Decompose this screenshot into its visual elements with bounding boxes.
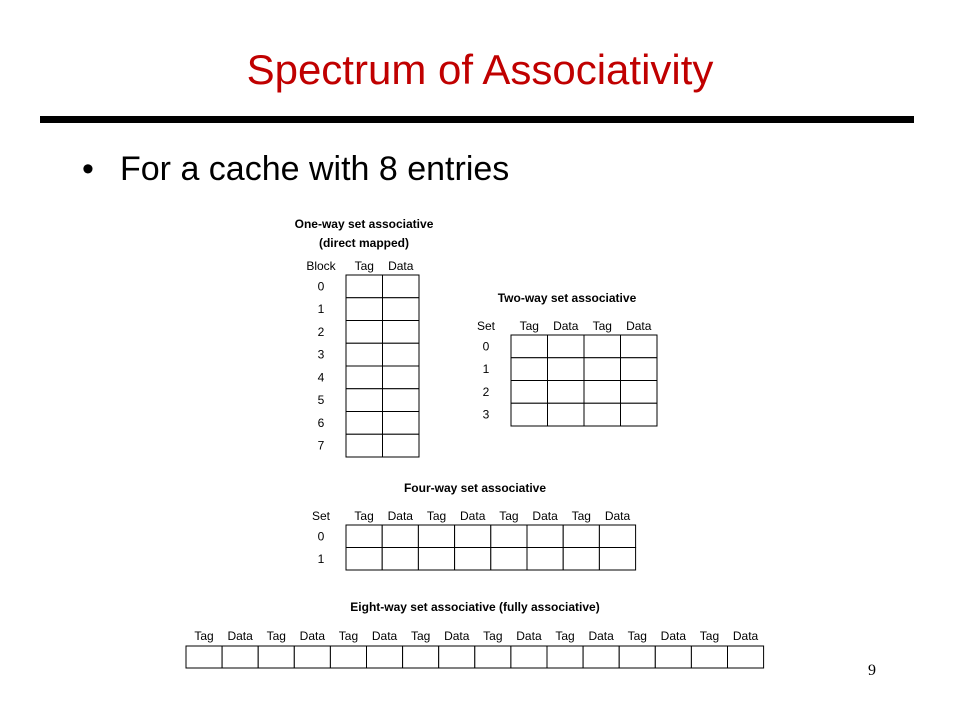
two-way-column-header: Tag <box>519 319 539 333</box>
eight-way-column-header: Tag <box>410 629 431 643</box>
two-way-column-header: Tag <box>592 319 612 333</box>
eight-way-column-header: Data <box>588 629 614 643</box>
two-way-cell <box>511 381 548 404</box>
eight-way-cell <box>511 646 547 668</box>
four-way-row-label: 0 <box>317 529 325 544</box>
two-way-cell <box>584 358 621 381</box>
one-way-row-label: 2 <box>317 324 325 339</box>
four-way-cell <box>455 548 491 571</box>
eight-way-cell <box>439 646 475 668</box>
eight-way-cell <box>403 646 439 668</box>
one-way-cell <box>346 366 383 389</box>
four-way-column-header: Tag <box>499 509 519 523</box>
eight-way-cell <box>475 646 511 668</box>
two-way-cell <box>584 335 621 358</box>
four-way-title: Four-way set associative <box>403 481 547 495</box>
one-way-cell <box>383 321 420 344</box>
four-way-column-header: Data <box>532 509 558 523</box>
four-way-cell <box>527 525 563 548</box>
eight-way-column-header: Data <box>227 629 253 643</box>
four-way-cell <box>346 525 382 548</box>
eight-way-cell <box>728 646 764 668</box>
eight-way-column-header: Data <box>516 629 542 643</box>
two-way-cell <box>621 335 658 358</box>
eight-way-column-header: Tag <box>194 629 214 643</box>
two-way-cell <box>621 403 658 426</box>
eight-way-column-header: Tag <box>555 629 575 643</box>
two-way-title: Two-way set associative <box>497 291 637 305</box>
four-way-column-header: Tag <box>426 509 447 523</box>
four-way-cell <box>455 525 491 548</box>
eight-way-column-header: Tag <box>266 629 286 643</box>
eight-way-column-header: Data <box>371 629 398 643</box>
bullet-dot: • <box>82 150 94 188</box>
page-number: 9 <box>868 662 876 679</box>
four-way-column-header: Data <box>387 509 413 523</box>
two-way-cell <box>621 358 658 381</box>
two-way-cell <box>511 403 548 426</box>
eight-way-column-header: Data <box>660 629 687 643</box>
four-way-cell <box>346 548 382 571</box>
four-way-cell <box>382 548 418 571</box>
one-way-cell <box>383 275 420 298</box>
one-way-row-label: 5 <box>317 393 325 408</box>
two-way-cell <box>511 335 548 358</box>
two-way-column-header: Data <box>626 319 652 333</box>
two-way-row-label: 1 <box>482 362 490 377</box>
eight-way-column-header: Tag <box>483 629 503 643</box>
slide-title: Spectrum of Associativity <box>246 46 714 93</box>
four-way-cell <box>491 548 527 571</box>
one-way-row-label: 7 <box>317 438 325 453</box>
eight-way-cell <box>367 646 403 668</box>
two-way-cell <box>511 358 548 381</box>
two-way-cell <box>621 381 658 404</box>
one-way-column-header: Data <box>388 259 414 273</box>
four-way-cell <box>599 548 635 571</box>
one-way-title: One-way set associative <box>294 217 434 231</box>
one-way-title: (direct mapped) <box>318 236 410 250</box>
four-way-column-header: Data <box>604 509 631 523</box>
two-way-cell <box>584 381 621 404</box>
one-way-cell <box>383 434 420 457</box>
eight-way-title: Eight-way set associative (fully associative) <box>350 600 600 614</box>
four-way-column-header: Tag <box>571 509 591 523</box>
one-way-row-header: Block <box>306 259 336 273</box>
one-way-cell <box>346 275 383 298</box>
eight-way-cell <box>330 646 366 668</box>
eight-way-cell <box>619 646 655 668</box>
eight-way-column-header: Data <box>732 629 759 643</box>
four-way-column-header: Tag <box>354 509 374 523</box>
four-way-cell <box>418 548 454 571</box>
four-way-cell <box>382 525 418 548</box>
one-way-row-label: 3 <box>317 347 325 362</box>
eight-way-cell <box>583 646 619 668</box>
one-way-row-label: 4 <box>317 370 325 385</box>
two-way-cell <box>548 403 585 426</box>
eight-way-column-header: Tag <box>699 629 720 643</box>
eight-way-cell <box>547 646 583 668</box>
two-way-row-label: 0 <box>482 339 490 354</box>
one-way-column-header: Tag <box>354 259 374 273</box>
one-way-cell <box>346 298 383 321</box>
two-way-cell <box>584 403 621 426</box>
eight-way-cell <box>258 646 294 668</box>
one-way-cell <box>383 366 420 389</box>
one-way-cell <box>346 412 383 435</box>
one-way-cell <box>383 298 420 321</box>
two-way-row-header: Set <box>476 319 496 333</box>
four-way-cell <box>527 548 563 571</box>
eight-way-cell <box>294 646 330 668</box>
eight-way-cell <box>222 646 258 668</box>
one-way-cell <box>346 434 383 457</box>
eight-way-column-header: Data <box>444 629 470 643</box>
one-way-row-label: 0 <box>317 279 325 294</box>
eight-way-column-header: Tag <box>627 629 647 643</box>
four-way-cell <box>563 525 599 548</box>
four-way-row-header: Set <box>311 509 331 523</box>
one-way-row-label: 6 <box>317 415 325 430</box>
eight-way-cell <box>691 646 727 668</box>
four-way-cell <box>563 548 599 571</box>
two-way-cell <box>548 335 585 358</box>
four-way-row-label: 1 <box>317 551 325 566</box>
four-way-cell <box>491 525 527 548</box>
four-way-cell <box>599 525 635 548</box>
one-way-cell <box>383 343 420 366</box>
two-way-cell <box>548 381 585 404</box>
eight-way-column-header: Data <box>299 629 326 643</box>
bullet-text: For a cache with 8 entries <box>120 150 510 188</box>
one-way-cell <box>383 412 420 435</box>
one-way-cell <box>383 389 420 412</box>
two-way-row-label: 2 <box>482 384 490 399</box>
eight-way-cell <box>655 646 691 668</box>
four-way-column-header: Data <box>460 509 486 523</box>
eight-way-column-header: Tag <box>338 629 359 643</box>
one-way-cell <box>346 321 383 344</box>
two-way-row-label: 3 <box>482 407 490 422</box>
one-way-row-label: 1 <box>317 302 325 317</box>
eight-way-cell <box>186 646 222 668</box>
two-way-column-header: Data <box>553 319 579 333</box>
one-way-cell <box>346 389 383 412</box>
one-way-cell <box>346 343 383 366</box>
two-way-cell <box>548 358 585 381</box>
four-way-cell <box>418 525 454 548</box>
